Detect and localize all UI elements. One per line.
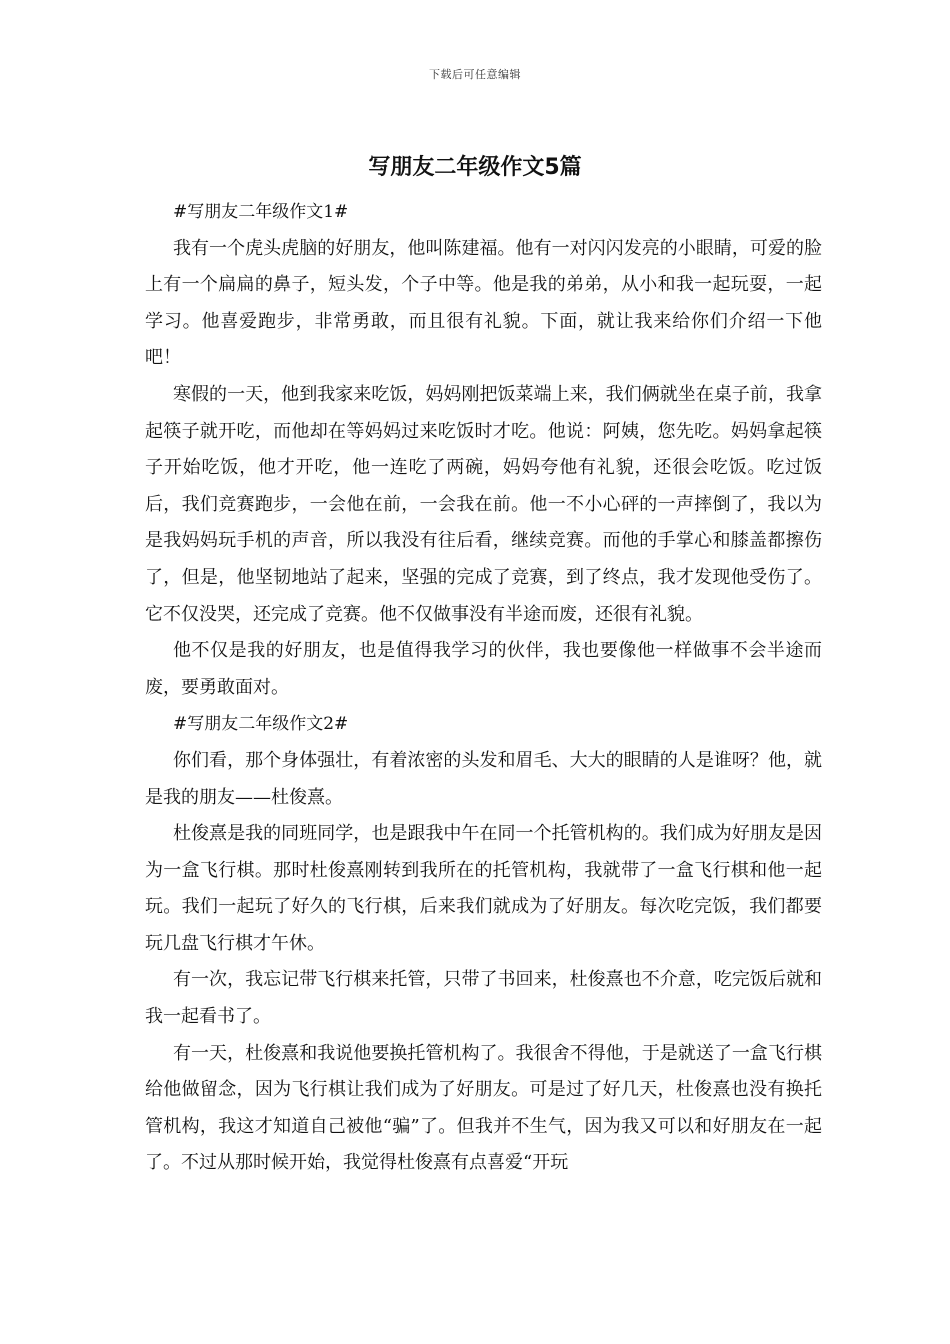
paragraph: 有一次，我忘记带飞行棋来托管，只带了书回来，杜俊熹也不介意，吃完饭后就和我一起看书了。: [145, 969, 822, 1028]
paragraph: 寒假的一天，他到我家来吃饭，妈妈刚把饭菜端上来，我们俩就坐在桌子前，我拿起筷子就开吃，而他却在等妈妈过来吃饭时才吃。他说：阿姨，您先吃。妈妈拿起筷子开始吃饭，他才开吃，他一连吃了两碗，妈妈夸他有礼貌，还很会吃饭。吃过饭后，我们竞赛跑步，一会他在前，一会我在前。他一不小心砰的一声摔倒了，我以为是我妈妈玩手机的声音，所以我没有往后看，继续竞赛。而他的手掌心和膝盖都擦伤了，但是，他坚韧地站了起来，坚强的完成了竞赛，到了终点，我才发现他受伤了。它不仅没哭，还完成了竞赛。他不仅做事没有半途而废，还很有礼貌。: [145, 383, 822, 625]
document-title: 写朋友二年级作文5篇: [368, 155, 582, 180]
paragraph: 你们看，那个身体强壮，有着浓密的头发和眉毛、大大的眼睛的人是谁呀？他，就是我的朋友——杜俊熹。: [145, 749, 822, 808]
section-heading: #写朋友二年级作文1#: [173, 202, 349, 222]
section-heading: #写朋友二年级作文2#: [173, 714, 349, 735]
paragraph: 他不仅是我的好朋友，也是值得我学习的伙伴，我也要像他一样做事不会半途而废，要勇敢面对。: [145, 640, 822, 698]
paragraph: 我有一个虎头虎脑的好朋友，他叫陈建福。他有一对闪闪发亮的小眼睛，可爱的脸上有一个扁扁的鼻子，短头发，个子中等。他是我的弟弟，从小和我一起玩耍，一起学习。他喜爱跑步，非常勇敢，而且很有礼貌。下面，就让我来给你们介绍一下他吧！: [145, 237, 822, 369]
paragraph: 有一天，杜俊熹和我说他要换托管机构了。我很舍不得他，于是就送了一盒飞行棋给他做留念，因为飞行棋让我们成为了好朋友。可是过了好几天，杜俊熹也没有换托管机构，我这才知道自己被他“骗”了。但我并不生气，因为我又可以和好朋友在一起了。不过从那时候开始，我觉得杜俊熹有点喜爱“开玩: [145, 1042, 822, 1174]
paragraph: 杜俊熹是我的同班同学，也是跟我中午在同一个托管机构的。我们成为好朋友是因为一盒飞行棋。那时杜俊熹刚转到我所在的托管机构，我就带了一盒飞行棋和他一起玩。我们一起玩了好久的飞行棋，后来我们就成为了好朋友。每次吃完饭，我们都要玩几盘飞行棋才午休。: [145, 823, 822, 954]
document-body: [145, 194, 822, 1182]
header-note: 下载后可任意编辑: [429, 68, 521, 81]
